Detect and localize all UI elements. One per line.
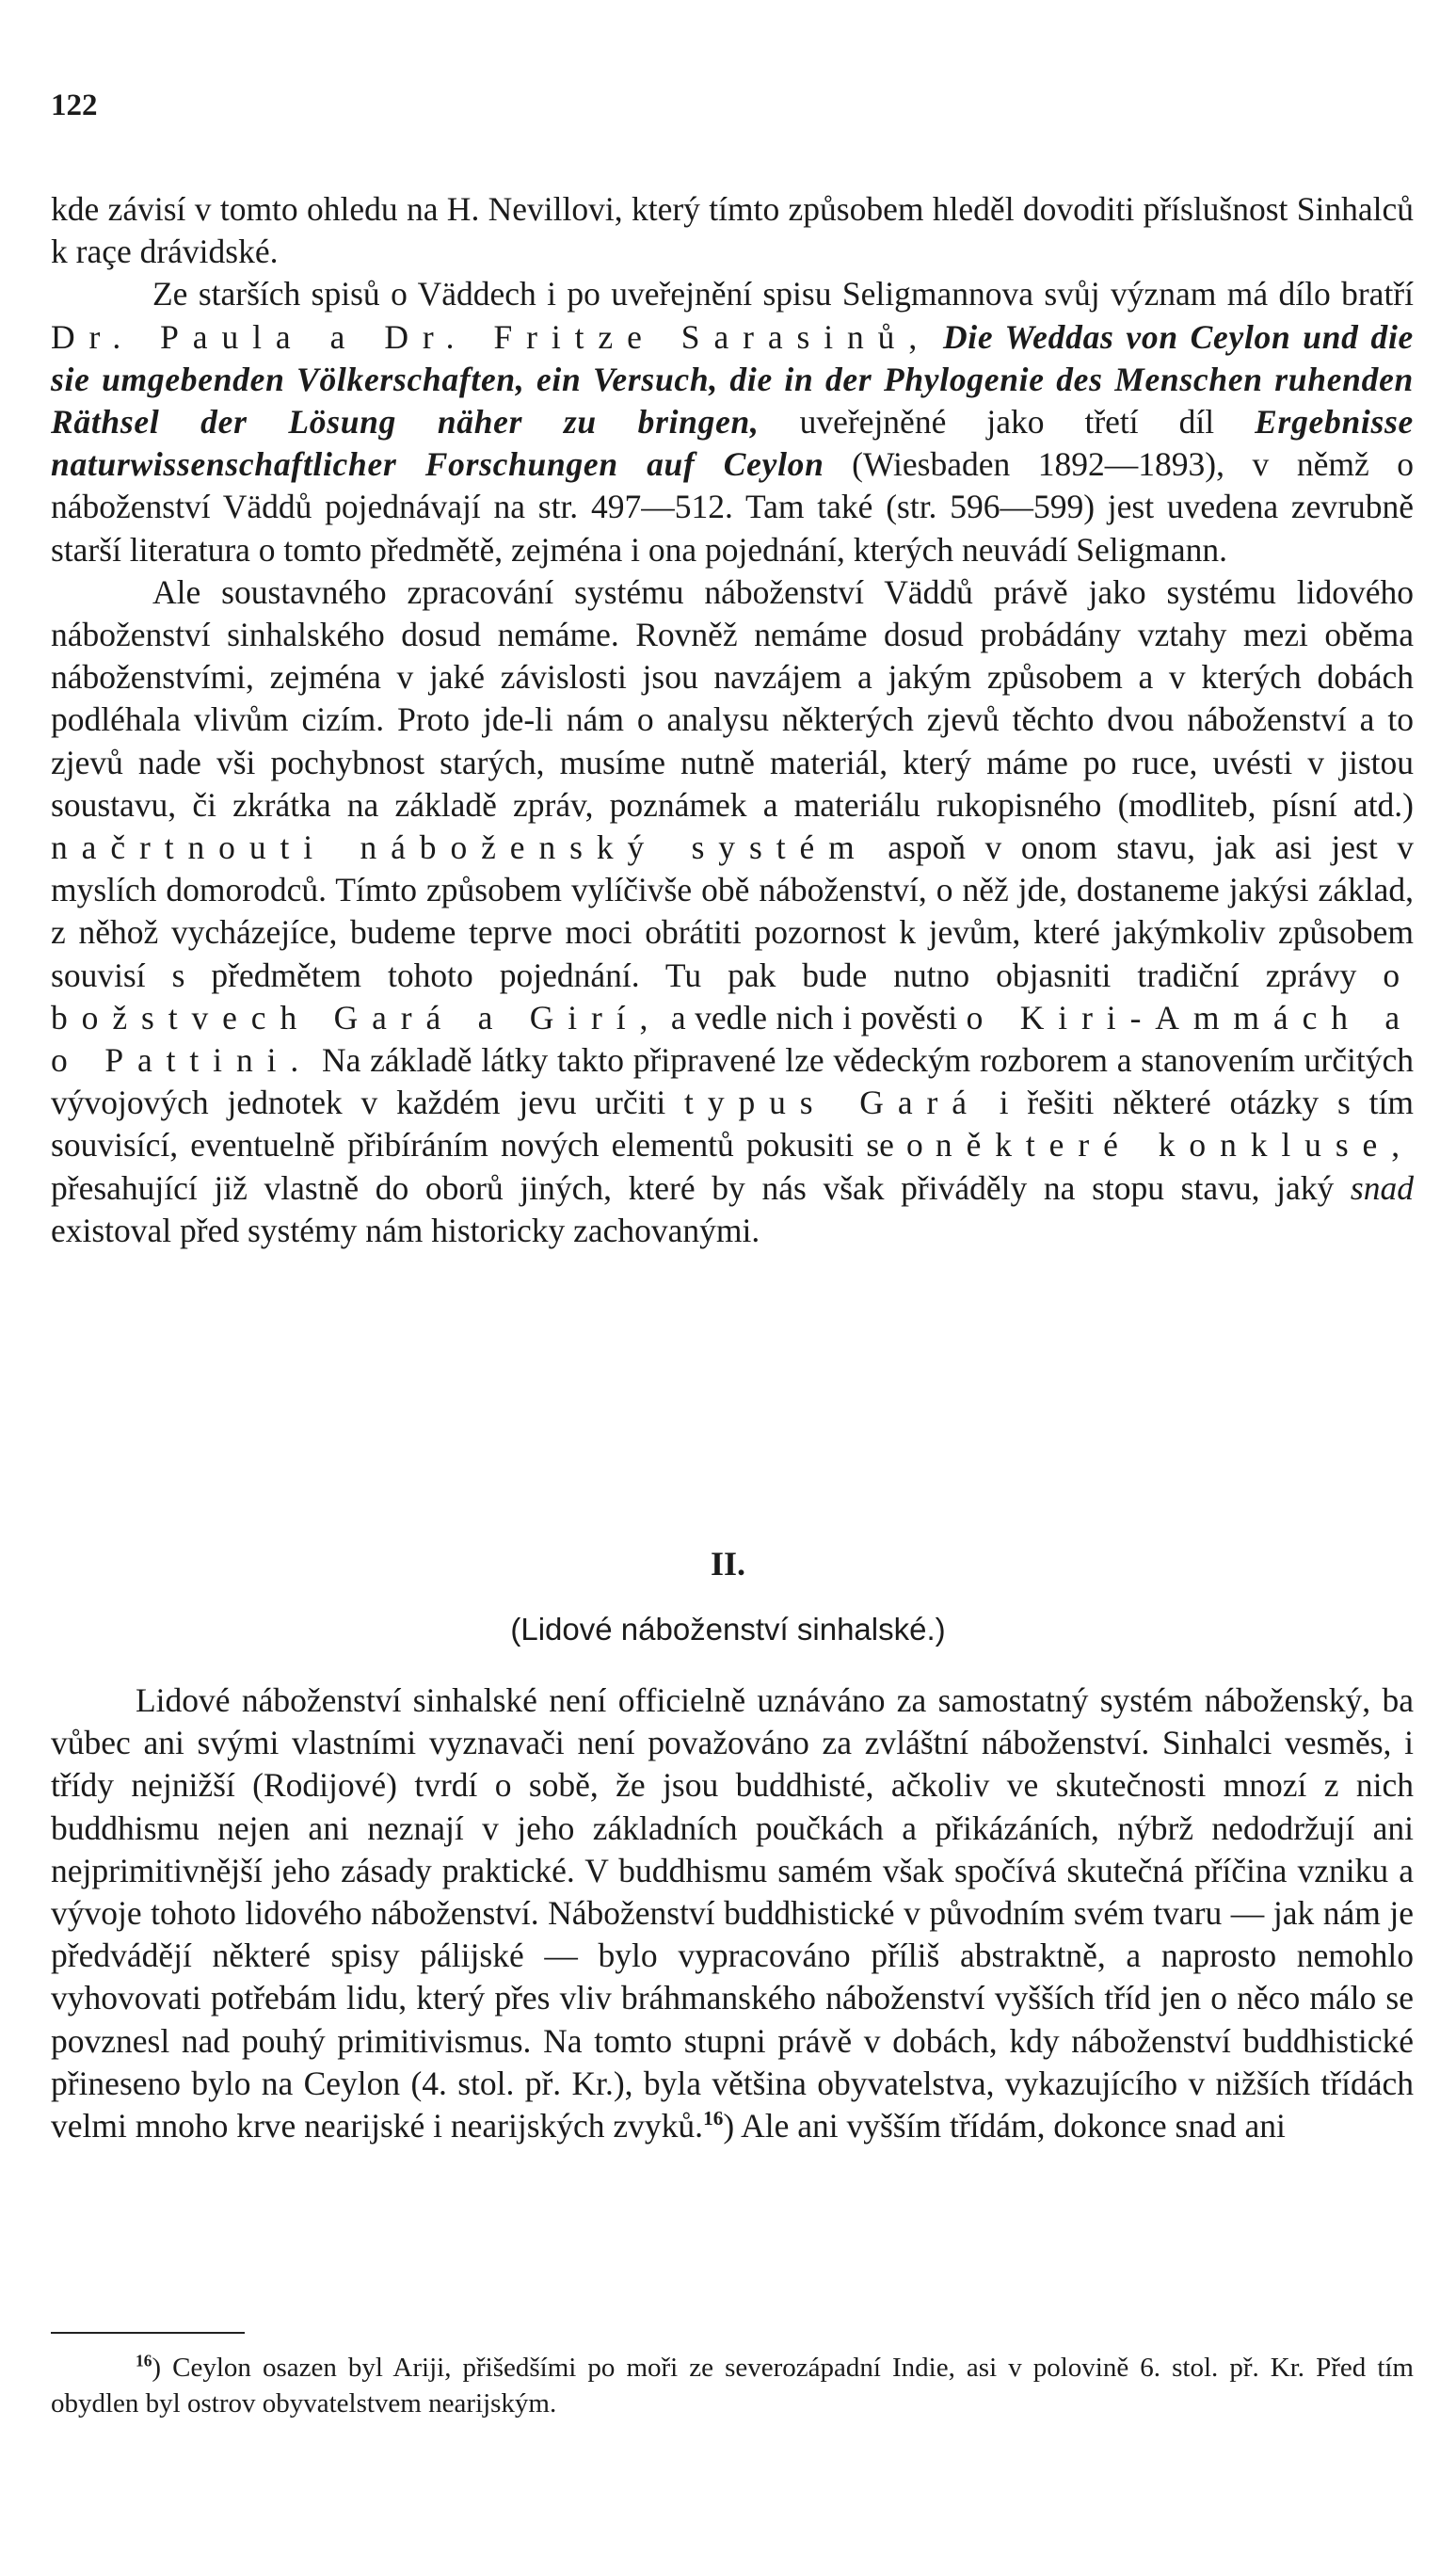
p3-spaced-4: typus Gará bbox=[684, 1084, 981, 1122]
body-text-bottom bbox=[51, 1679, 1414, 2147]
p2-spaced-authors: Dr. Paula a Dr. Fritze Sarasinů, bbox=[51, 317, 932, 356]
p2-text-c: (Wiesbaden 1892—1893), v němž o náboženství Väddů pojednávají na str. 497—512. Tam také (str. 596—599) jest uvedena zevrubně starší literatura o tomto předmětě, zejména i ona pojednání, kterých neuvádí Seligmann. bbox=[51, 445, 1414, 569]
footnote-marker: 16 bbox=[136, 2351, 152, 2370]
footnote-16 bbox=[51, 2350, 1414, 2421]
body-text-top bbox=[51, 188, 1414, 1252]
p2-text-b: uveřejněné jako třetí díl bbox=[759, 403, 1256, 442]
p3-spaced-3: o Kiri-Ammách a o Pattini. bbox=[51, 998, 1414, 1080]
p3-text-c: a vedle nich i pověsti bbox=[662, 998, 967, 1036]
p2-text-a: Ze starších spisů o Väddech i po uveřejnění spisu Seligmannova svůj význam má dílo bratří bbox=[152, 275, 1414, 313]
p4-text-a: Lidové náboženství sinhalské není officielně uznáváno za samostatný systém náboženský, ba vůbec ani svými vlastními vyznavači není považováno za zvláštní náboženství. Sinhalci vesměs, i třídy nejnižší (Rodijové) tvrdí o sobě, že jsou buddhisté, ačkoliv ve skutečnosti mnozí z nich buddhismu nejen ani neznají v jeho základních poučkách a přikázáních, nýbrž nedodržují ani nejprimitivnější jeho zásady praktické. V buddhismu samém však spočívá skutečná příčina vzniku a vývoje tohoto lidového náboženství. Náboženství buddhistické v původním svém tvaru — jak nám je předvádějí některé spisy pálijské — bylo vypracováno příliš abstraktně, a naprosto nemohlo vyhovovati potřebám lidu, který přes vliv bráhmanského náboženství vyšších tříd jen o něco málo se povznesl nad pouhý primitivismus. Na tomto stupni právě v dobách, kdy náboženství buddhistické přineseno bylo na Ceylon (4. stol. př. Kr.), byla většina obyvatelstva, vykazujícího v nižších třídách velmi mnoho krve nearijské i nearijských zvyků. bbox=[51, 1681, 1414, 2145]
paragraph-4 bbox=[51, 1679, 1414, 2147]
p3-text-b: aspoň v onom stavu, jak asi jest v myslích domorodců. Tímto způsobem vylíčivše obě náboženství, o něž jde, dostaneme jakýsi základ, z něhož vycházejíce, budeme teprve moci obrátiti pozornost k jevům, které jakýmkoliv způsobem souvisí s předmětem tohoto pojednání. Tu pak bude nutno objasniti tradiční zprávy bbox=[51, 828, 1414, 994]
p3-spaced-5: některé konkluse, bbox=[935, 1126, 1414, 1165]
paragraph-3 bbox=[51, 571, 1414, 1252]
paragraph-1 bbox=[51, 188, 1414, 273]
footnote-reference: 16 bbox=[703, 2107, 724, 2130]
footnote bbox=[51, 2350, 1414, 2421]
p3-text-g: existoval před systémy nám historicky zachovanými. bbox=[51, 1211, 760, 1249]
p2-italic-series: Ergebnisse naturwissenschaftlicher Forschungen auf Ceylon bbox=[51, 403, 1414, 484]
p3-text-d: Na základě látky takto připravené lze vědeckým rozborem a stanovením určitých vývojových jednotek v každém jevu určiti bbox=[51, 1041, 1414, 1122]
section-number: II. bbox=[710, 1545, 746, 1583]
paragraph-2 bbox=[51, 273, 1414, 570]
p3-italic-snad: snad bbox=[1350, 1168, 1414, 1207]
p3-text-f: přesahující již vlastně do oborů jiných, které by nás však přiváděly na stopu stavu, jaký bbox=[51, 1168, 1351, 1207]
page-number: 122 bbox=[51, 88, 98, 122]
paragraph-1-text: kde závisí v tomto ohledu na H. Nevillovi, který tímto způsobem hleděl dovoditi příslušnost Sinhalců k raçe drávidské. bbox=[51, 190, 1414, 271]
p4-text-b: ) Ale ani vyšším třídám, dokonce snad ani bbox=[723, 2107, 1286, 2145]
p3-spaced-2: o božstvech Gará a Girí, bbox=[51, 956, 1414, 1036]
p3-text-a: Ale soustavného zpracování systému náboženství Väddů právě jako systému lidového náboženství sinhalského dosud nemáme. Rovněž nemáme dosud probádány vztahy mezi oběma náboženstvími, zejména v jaké závislosti jsou navzájem a jakým způsobem a v kterých dobách podléhala vlivům cizím. Proto jde-li nám o analysu některých zjevů těchto dvou náboženství a to zjevů nade vši pochybnost starých, musíme nutně materiál, který máme po ruce, uvésti v jistou soustavu, či zkrátka na základě zpráv, poznámek a materiálu rukopisného (modliteb, písní atd.) bbox=[51, 572, 1414, 824]
p3-text-e: i řešiti některé otázky s tím souvisící, eventuelně přibíráním nových elementů pokusiti se o bbox=[51, 1084, 1414, 1165]
footnote-text: ) Ceylon osazen byl Ariji, přišedšími po moři ze severozápadní Indie, asi v polovině 6. stol. př. Kr. Před tím obydlen byl ostrov obyvatelstvem nearijským. bbox=[51, 2353, 1414, 2418]
section-title: (Lidové náboženství sinhalské.) bbox=[510, 1612, 946, 1647]
p2-italic-title: Die Weddas von Ceylon und die sie umgebenden Völkerschaften, ein Versuch, die in der Phylogenie des Menschen ruhenden Räthsel der Lösung näher zu bringen, bbox=[51, 317, 1414, 442]
p3-spaced-1: načrtnouti náboženský systém bbox=[51, 828, 869, 867]
footnote-divider bbox=[51, 2332, 245, 2334]
